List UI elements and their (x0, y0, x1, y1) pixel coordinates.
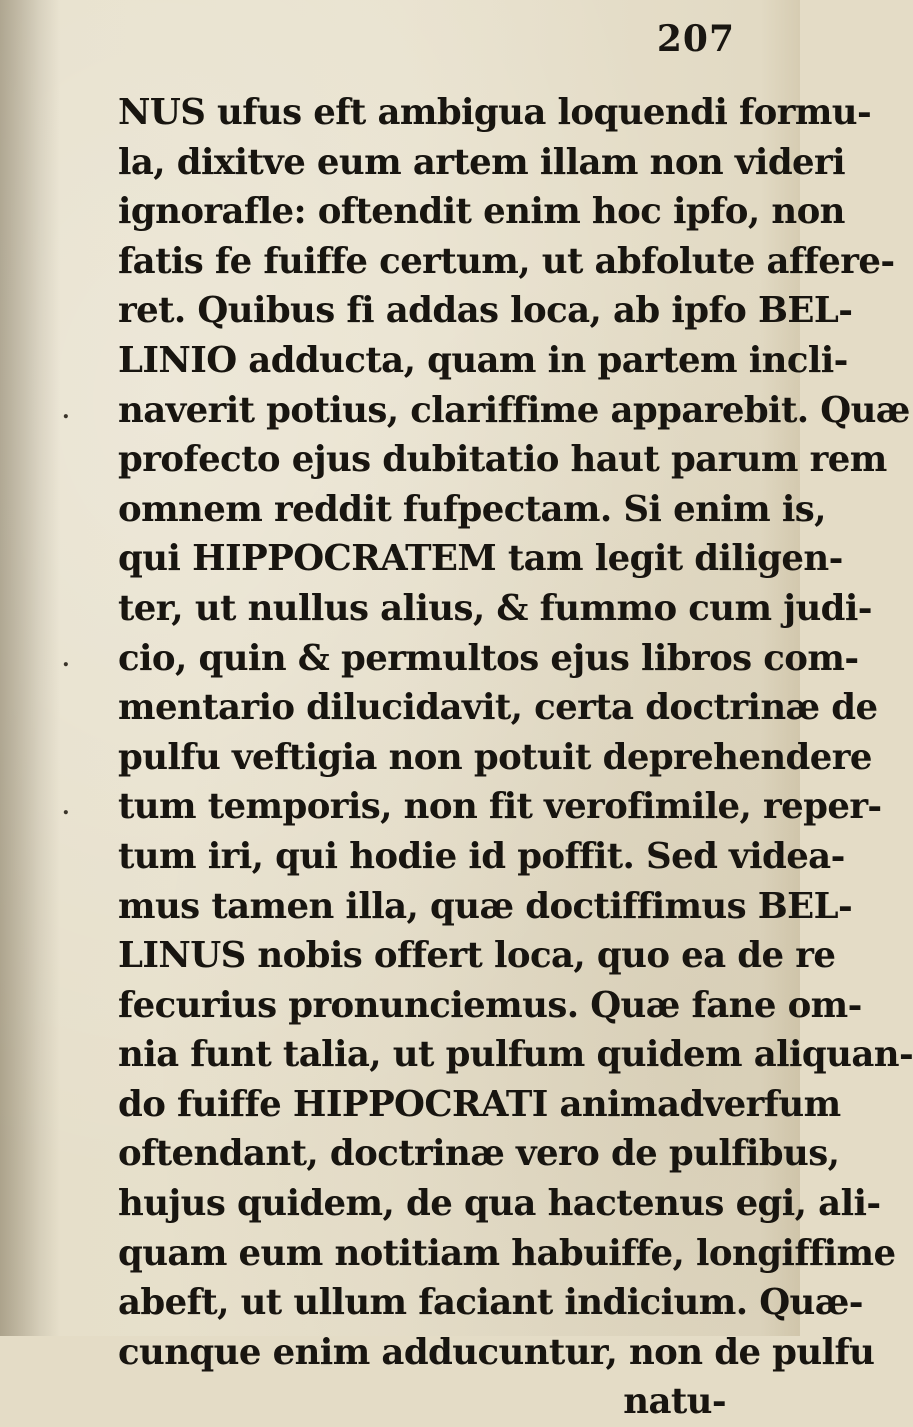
text-line: LINUS nobis offert loca, quo ea de re (118, 935, 836, 977)
text-line: omnem reddit fufpectam. Si enim is, (118, 488, 826, 530)
text-line: oftendant, doctrinæ vero de pulfibus, (118, 1133, 840, 1175)
text-line: la, dixitve eum artem illam non videri (118, 141, 846, 183)
gutter-shadow (0, 0, 60, 1336)
text-line: ret. Quibus fi addas loca, ab ipfo BEL- (118, 290, 853, 332)
margin-dot: . (62, 398, 70, 424)
text-line: cio, quin & permultos ejus libros com- (118, 637, 859, 679)
text-line: qui HIPPOCRATEM tam legit diligen- (118, 538, 843, 580)
text-line: abeft, ut ullum faciant indicium. Quæ- (118, 1282, 863, 1324)
text-line: do fuiffe HIPPOCRATI animadverfum (118, 1083, 841, 1125)
text-line: naverit potius, clariffime apparebit. Quæ (118, 389, 910, 431)
text-line: ter, ut nullus alius, & fummo cum judi- (118, 587, 872, 629)
text-line: nia funt talia, ut pulfum quidem aliquan- (118, 1034, 913, 1076)
text-line: tum temporis, non fit verofimile, reper- (118, 786, 882, 828)
text-line: fatis fe fuiffe certum, ut abfolute affere- (118, 240, 895, 282)
text-line: hujus quidem, de qua hactenus egi, ali- (118, 1183, 881, 1225)
page-number: 207 (656, 18, 735, 60)
text-line: LINIO adducta, quam in partem incli- (118, 339, 848, 381)
text-line: quam eum notitiam habuiffe, longiffime (118, 1232, 896, 1274)
text-line: ignorafle: oftendit enim hoc ipfo, non (118, 191, 845, 233)
margin-dot: . (62, 794, 70, 820)
text-line: pulfu veftigia non potuit deprehendere (118, 736, 872, 778)
text-line: cunque enim adducuntur, non de pulfu (118, 1331, 875, 1373)
text-line: mus tamen illa, quæ doctiffimus BEL- (118, 885, 853, 927)
catchword: natu- (623, 1381, 726, 1423)
body-text (118, 88, 913, 1427)
text-line: mentario dilucidavit, certa doctrinæ de (118, 687, 878, 729)
text-line: fecurius pronunciemus. Quæ fane om- (118, 984, 862, 1026)
text-line: NUS ufus eft ambigua loquendi formu- (118, 92, 872, 133)
margin-dot: . (62, 646, 70, 672)
text-line: tum iri, qui hodie id poffit. Sed videa- (118, 835, 845, 877)
text-line: profecto ejus dubitatio haut parum rem (118, 439, 887, 481)
